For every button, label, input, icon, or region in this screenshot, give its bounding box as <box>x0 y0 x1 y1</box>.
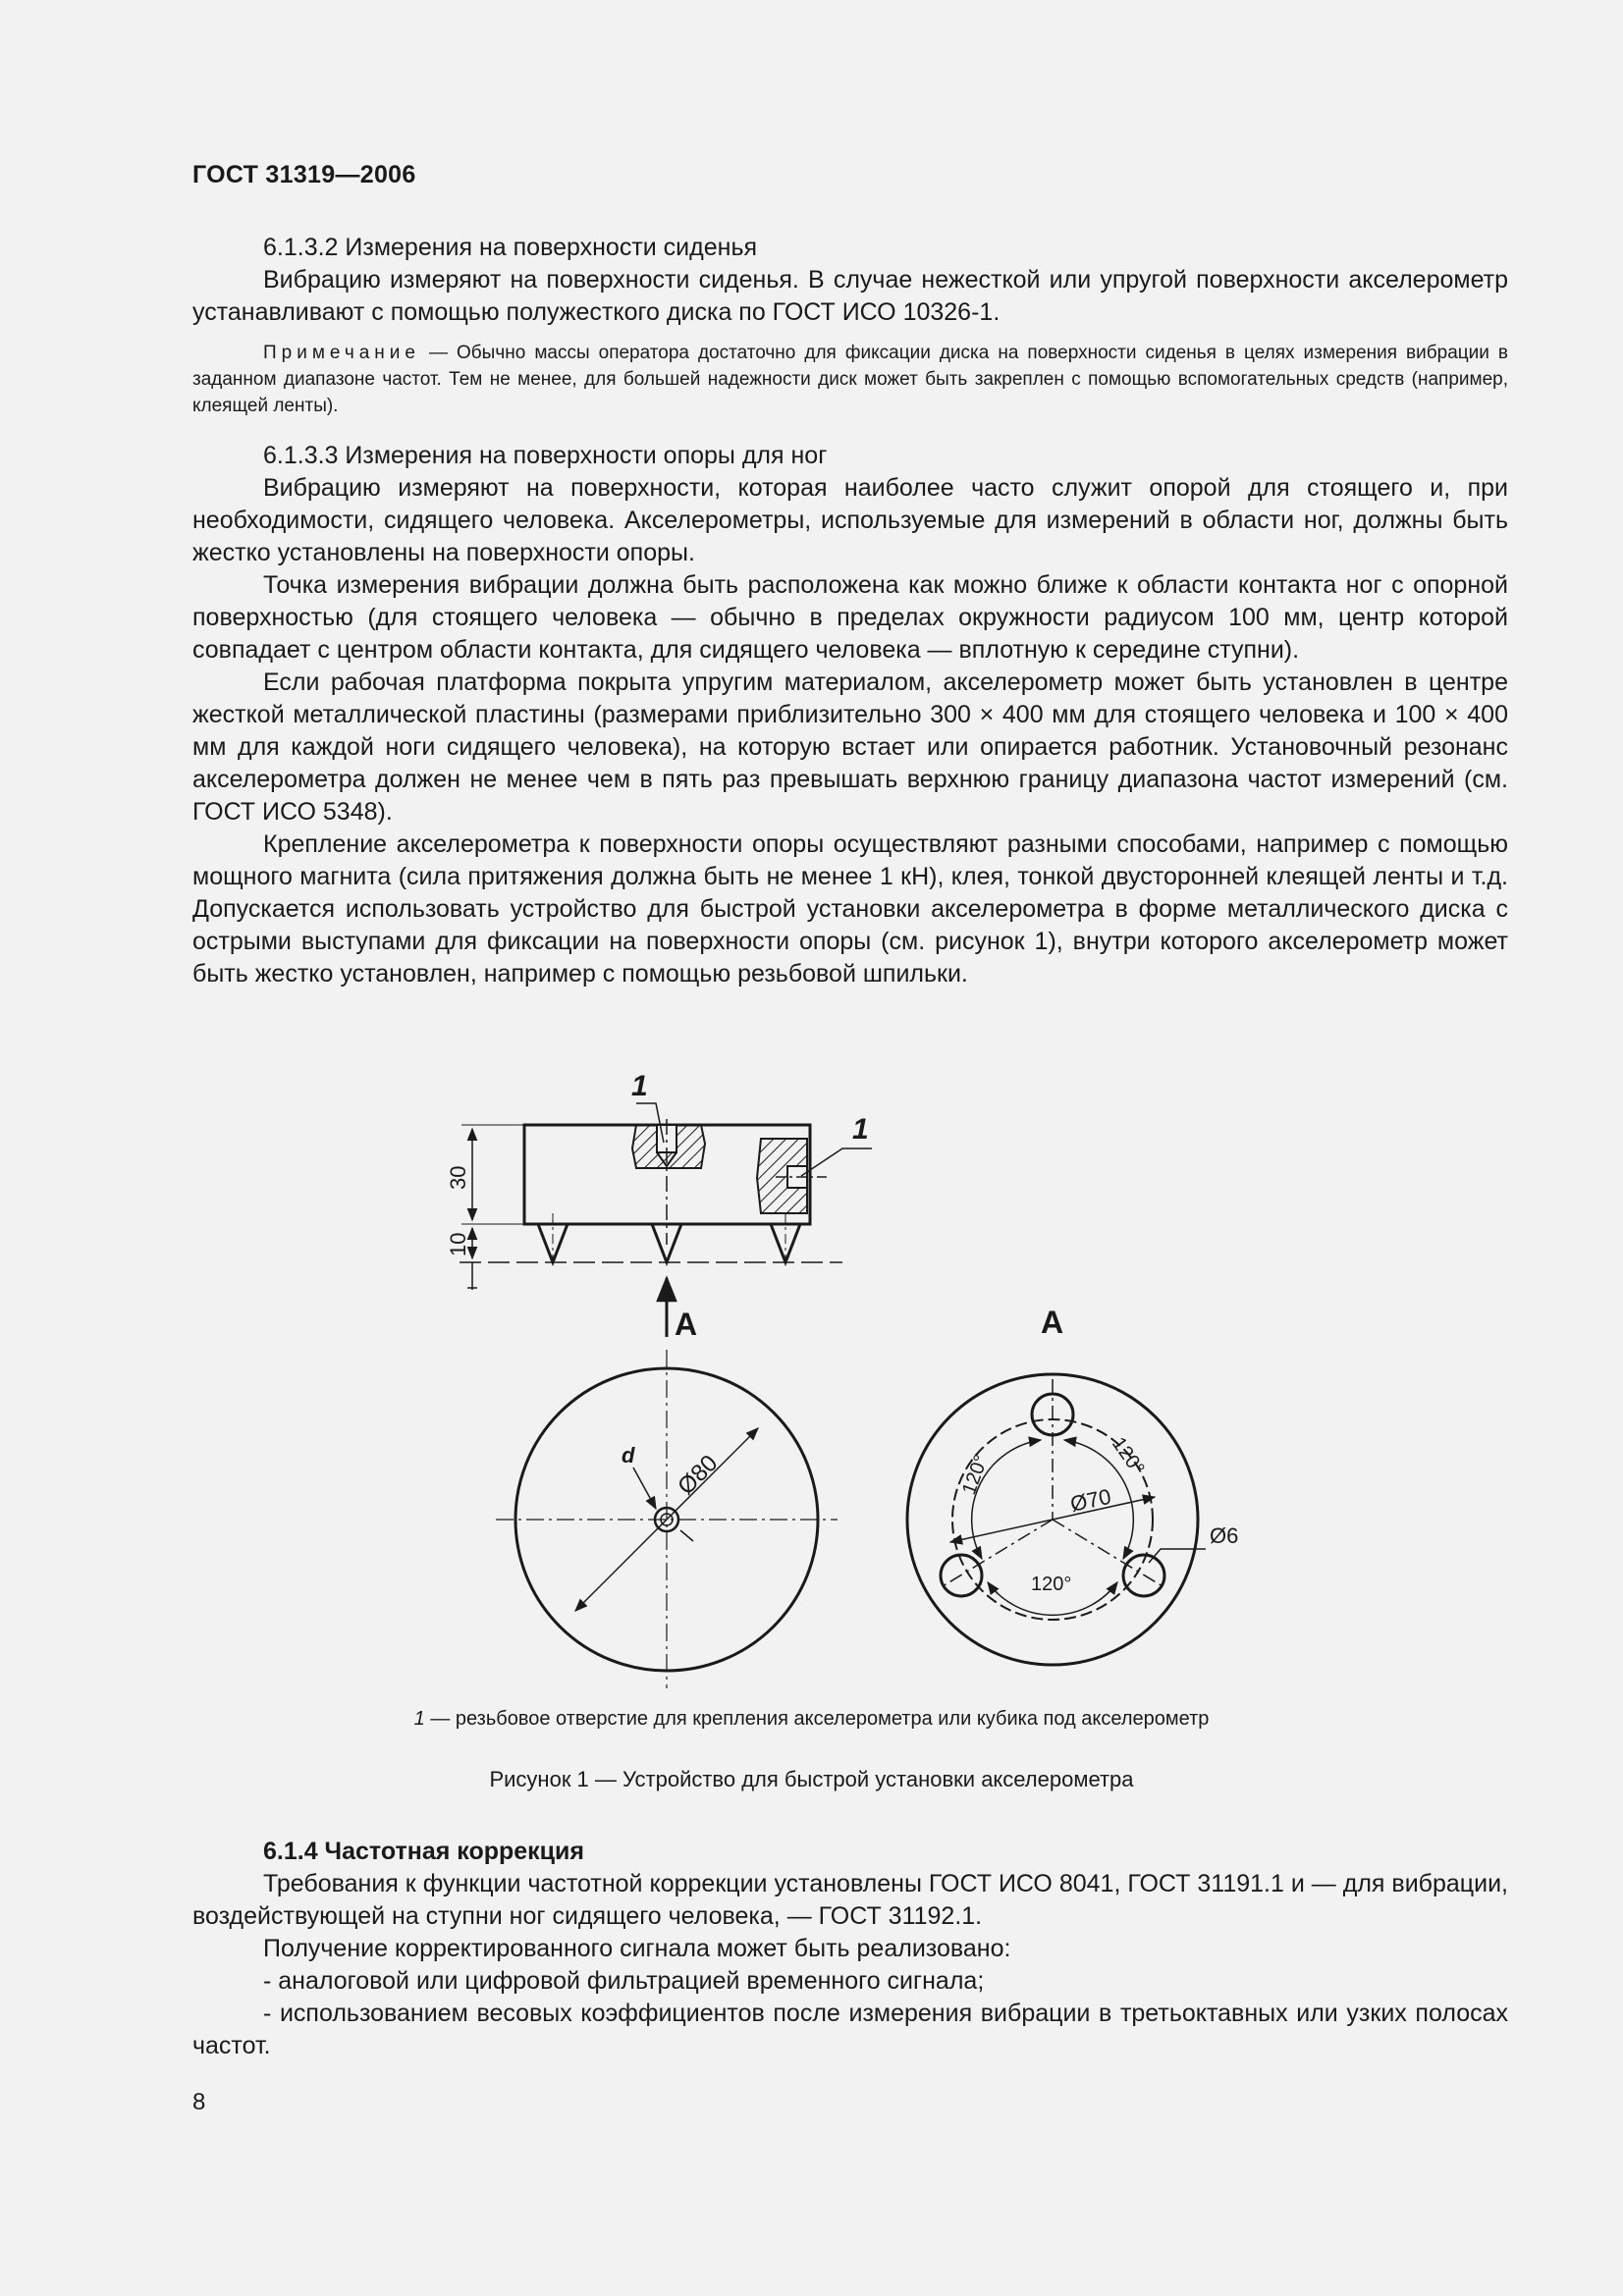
side-view <box>460 1103 872 1337</box>
legend-number: 1 <box>413 1708 425 1730</box>
angle-label-right: 120° <box>1107 1433 1149 1479</box>
plan-view-right <box>907 1374 1206 1665</box>
dim-label-hole-6: Ø6 <box>1210 1523 1239 1548</box>
page-number: 8 <box>192 2089 206 2115</box>
paragraph: Получение корректированного сигнала может быть реализовано: <box>263 1935 1011 1962</box>
paragraph: Требования к функции частотной коррекции установлены ГОСТ ИСО 8041, ГОСТ 31191.1 и — для вибрации, воздействующей на ступни ног сидящего человека, — ГОСТ 31192.1. <box>192 1870 1508 1930</box>
view-a-label-right: А <box>1041 1305 1064 1340</box>
paragraph: Точка измерения вибрации должна быть расположена как можно ближе к области контакта ног с опорной поверхностью (для стоящего человека — обычно в пределах окружности радиусом 100 мм, центр которой совпадает с центром области контакта, для сидящего человека — вплотную к середине ступни). <box>192 571 1508 664</box>
paragraph: Вибрацию измеряют на поверхности, которая наиболее часто служит опорой для стоящего и, при необходимости, сидящего человека. Акселерометры, используемые для измерений в области ног, должны быть жестко установлены на поверхности опоры. <box>192 474 1508 566</box>
section-heading: 6.1.3.2 Измерения на поверхности сиденья <box>263 234 758 261</box>
view-a-label-side: А <box>675 1307 698 1342</box>
paragraph: Если рабочая платформа покрыта упругим материалом, акселерометр может быть установлен в центре жесткой металлической пластины (размерами приблизительно 300 × 400 мм для стоящего человека и 100 × 400 мм для каждой ноги сидящего человека), на которую встает или опирается работник. Установочный резонанс акселерометра должен не менее чем в пять раз превышать верхнюю границу диапазона частот измерений (см. ГОСТ ИСО 5348). <box>192 668 1508 826</box>
paragraph: Вибрацию измеряют на поверхности сиденья. В случае нежесткой или упругой поверхности акселерометр устанавливают с помощью полужесткого диска по ГОСТ ИСО 10326-1. <box>192 266 1508 326</box>
dim-label-d: d <box>622 1443 635 1468</box>
note-label: Примечание <box>263 343 420 363</box>
section-6-1-4 <box>192 1836 1508 2062</box>
angle-label-left: 120° <box>958 1452 993 1498</box>
dim-label-diameter-80: Ø80 <box>673 1450 724 1501</box>
figure-caption: Рисунок 1 — Устройство для быстрой установки акселерометра <box>489 1767 1134 1791</box>
dim-d-leader <box>633 1468 656 1509</box>
angle-label-bottom: 120° <box>1031 1574 1072 1595</box>
plan-view-left <box>496 1350 838 1688</box>
figure-legend <box>0 1708 1623 1731</box>
list-item: - аналоговой или цифровой фильтрацией временного сигнала; <box>263 1967 985 1995</box>
section-heading: 6.1.3.3 Измерения на поверхности опоры для ног <box>263 442 828 469</box>
dim-label-30: 30 <box>446 1165 470 1190</box>
document-header: ГОСТ 31319—2006 <box>192 161 416 188</box>
callout-1-center: 1 <box>631 1070 648 1102</box>
dim-diameter-70 <box>950 1497 1155 1542</box>
callout-1-side: 1 <box>852 1113 869 1146</box>
legend-text: — резьбовое отверстие для крепления акселерометра или кубика под акселерометр <box>424 1708 1210 1730</box>
list-item: - использованием весовых коэффициентов после измерения вибрации в третьоктавных или узких полосах частот. <box>192 2000 1508 2059</box>
paragraph: Крепление акселерометра к поверхности опоры осуществляют разными способами, например с помощью мощного магнита (сила притяжения должна быть не менее 1 кН), клея, тонкой двусторонней клеящей ленты и т.д. Допускается использовать устройство для быстрой установки акселерометра в форме металлического диска с острыми выступами для фиксации на поверхности опоры (см. рисунок 1), внутри которого акселерометр может быть жестко установлен, например с помощью резьбовой шпильки. <box>192 830 1508 988</box>
dim-label-10: 10 <box>446 1232 470 1256</box>
dim-label-diameter-70: Ø70 <box>1067 1483 1113 1517</box>
callout-1-leader-side <box>801 1148 872 1176</box>
note-text: — Обычно массы оператора достаточно для фиксации диска на поверхности сиденья в целях измерения вибрации в заданном диапазоне частот. Тем не менее, для большей надежности диск может быть закреплен с помощью вспомогательных средств (например, клеящей ленты). <box>192 343 1508 416</box>
section-heading: 6.1.4 Частотная коррекция <box>263 1838 585 1865</box>
